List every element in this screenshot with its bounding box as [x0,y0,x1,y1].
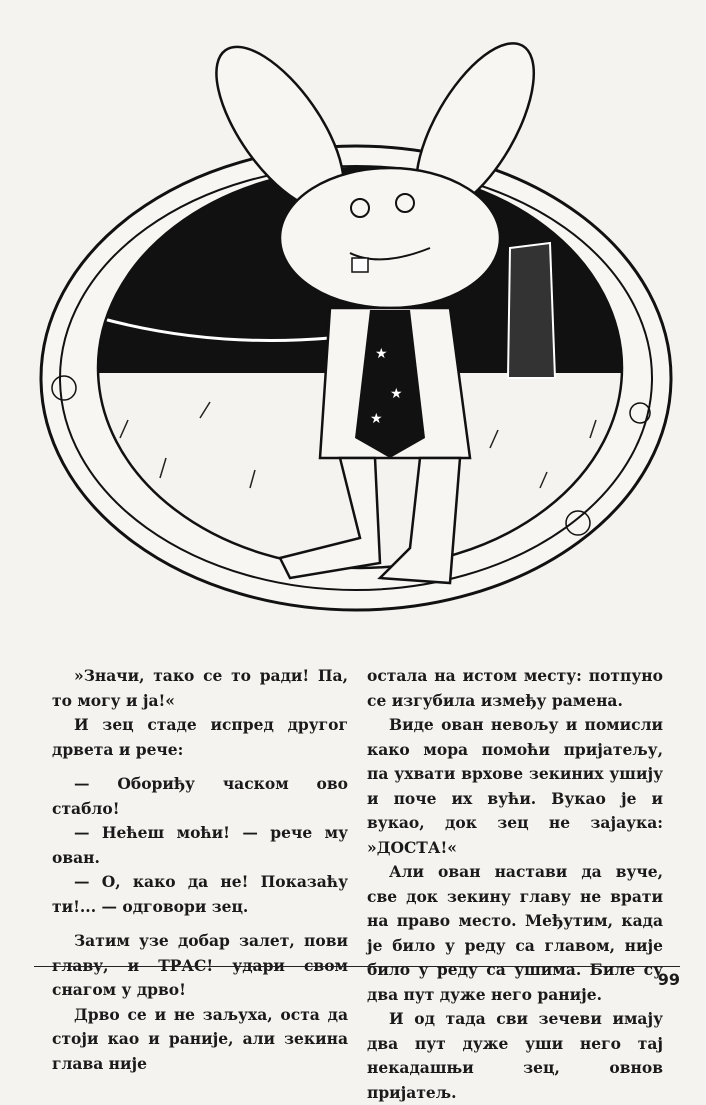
page-number: 99 [657,970,680,989]
paragraph: Али ован настави да вуче, све док зекину главу не врати на право место. Међутим, када је било у реду са главом, није било у реду са ушима. Биле су два пут дуже него раније. [367,862,663,1004]
svg-text:★: ★ [390,386,403,402]
paragraph: И од тада сви зечеви имају два пут дуже уши него тај некадашњи зец, овнов пријатељ. [367,1009,663,1102]
paragraph: Дрво се и не заљуха, оста да стоји као и раније, али зекина глава није [52,1004,348,1073]
text-column-right [367,664,663,1105]
svg-text:★: ★ [370,411,383,427]
rabbit-illustration [30,18,690,638]
text-column-left [52,664,348,1076]
paragraph: Затим узе добар залет, пови главу, и ТРАС! удари свом снагом у дрво! [52,931,348,999]
paragraph: »Значи, тако се то ради! Па, то могу и ја!« [52,666,348,710]
paragraph: — Обориђу часком ово стабло! [52,774,348,818]
paragraph: — Нећеш моћи! — рече му ован. [52,823,348,867]
paragraph: И зец стаде испред другог дрвета и рече: [52,715,348,759]
paragraph: Виде ован невољу и помисли како мора помоћи пријатељу, па ухвати врхове зекиних ушију и поче их вући. Вукао је и вукао, док зец не зајаука: »ДОСТА!« [367,715,663,857]
paragraph: — О, како да не! Показаћу ти!... — одговори зец. [52,872,348,916]
footer-rule [34,966,680,967]
paragraph: остала на истом месту: потпуно се изгубила између рамена. [367,666,663,710]
svg-text:★: ★ [375,346,388,362]
